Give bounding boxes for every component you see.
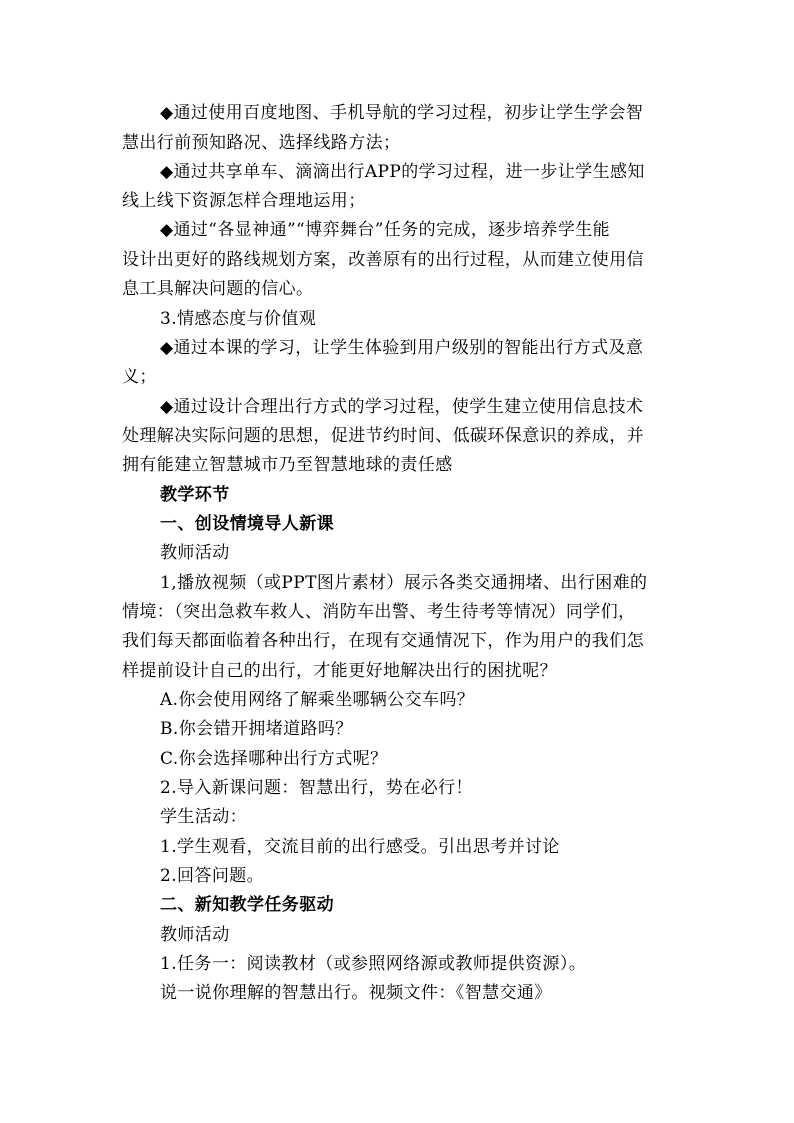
part2-heading: 二、新知教学任务驱动	[160, 895, 334, 915]
objective-line: 处理解决实际问题的思想，促进节约时间、低碳环保意识的养成，并	[122, 426, 644, 446]
objective-line: ◆通过设计合理出行方式的学习过程，使学生建立使用信息技术	[160, 397, 644, 417]
body-line: 说一说你理解的智慧出行。视频文件：《智慧交通》	[160, 983, 552, 1003]
teacher-activity-label: 教师活动	[160, 925, 230, 945]
body-line: 情境：（突出急救车救人、消防车出警、考生待考等情况）同学们，	[122, 602, 636, 622]
student-activity-label: 学生活动：	[160, 807, 247, 827]
subsection-heading: 3.情感态度与价值观	[160, 309, 317, 329]
objective-line: 设计出更好的路线规划方案，改善原有的出行过程，从而建立使用信	[122, 250, 644, 270]
body-line: 1,播放视频（或PPT图片素材）展示各类交通拥堵、出行困难的	[160, 573, 648, 593]
objective-line: 义；	[122, 367, 157, 387]
objective-line: 慧出行前预知路况、选择线路方法；	[122, 133, 401, 153]
body-line: 样提前设计自己的出行，才能更好地解决出行的困扰呢？	[122, 661, 557, 681]
objective-line: 拥有能建立智慧城市乃至智慧地球的责任感	[122, 455, 453, 475]
question-line: A.你会使用网络了解乘坐哪辆公交车吗？	[160, 690, 475, 710]
body-line: 2.导入新课问题：智慧出行，势在必行！	[160, 778, 473, 798]
body-line: 1.学生观看，交流目前的出行感受。引出思考并讨论	[160, 837, 560, 857]
objective-line: ◆通过共享单车、滴滴出行APP的学习过程，进一步让学生感知	[160, 162, 645, 182]
section-title: 教学环节	[160, 485, 230, 505]
objective-line: ◆通过本课的学习，让学生体验到用户级别的智能出行方式及意	[160, 338, 644, 358]
objective-line: 息工具解决问题的信心。	[122, 279, 314, 299]
body-line: 1.任务一：阅读教材（或参照网络源或教师提供资源）。	[160, 954, 587, 974]
question-line: B.你会错开拥堵道路吗？	[160, 719, 353, 739]
part1-heading: 一、创设情境导人新课	[160, 514, 334, 534]
body-line: 2.回答问题。	[160, 866, 265, 886]
objective-line: ◆通过“各显神通”“博弈舞台”任务的完成，逐步培养学生能	[160, 220, 611, 240]
objective-line: ◆通过使用百度地图、手机导航的学习过程，初步让学生学会智	[160, 103, 644, 123]
objective-line: 线上线下资源怎样合理地运用；	[122, 191, 366, 211]
teacher-activity-label: 教师活动	[160, 543, 230, 563]
body-line: 我们每天都面临着各种出行，在现有交通情况下，作为用户的我们怎	[122, 631, 644, 651]
question-line: C.你会选择哪种出行方式呢？	[160, 749, 388, 769]
